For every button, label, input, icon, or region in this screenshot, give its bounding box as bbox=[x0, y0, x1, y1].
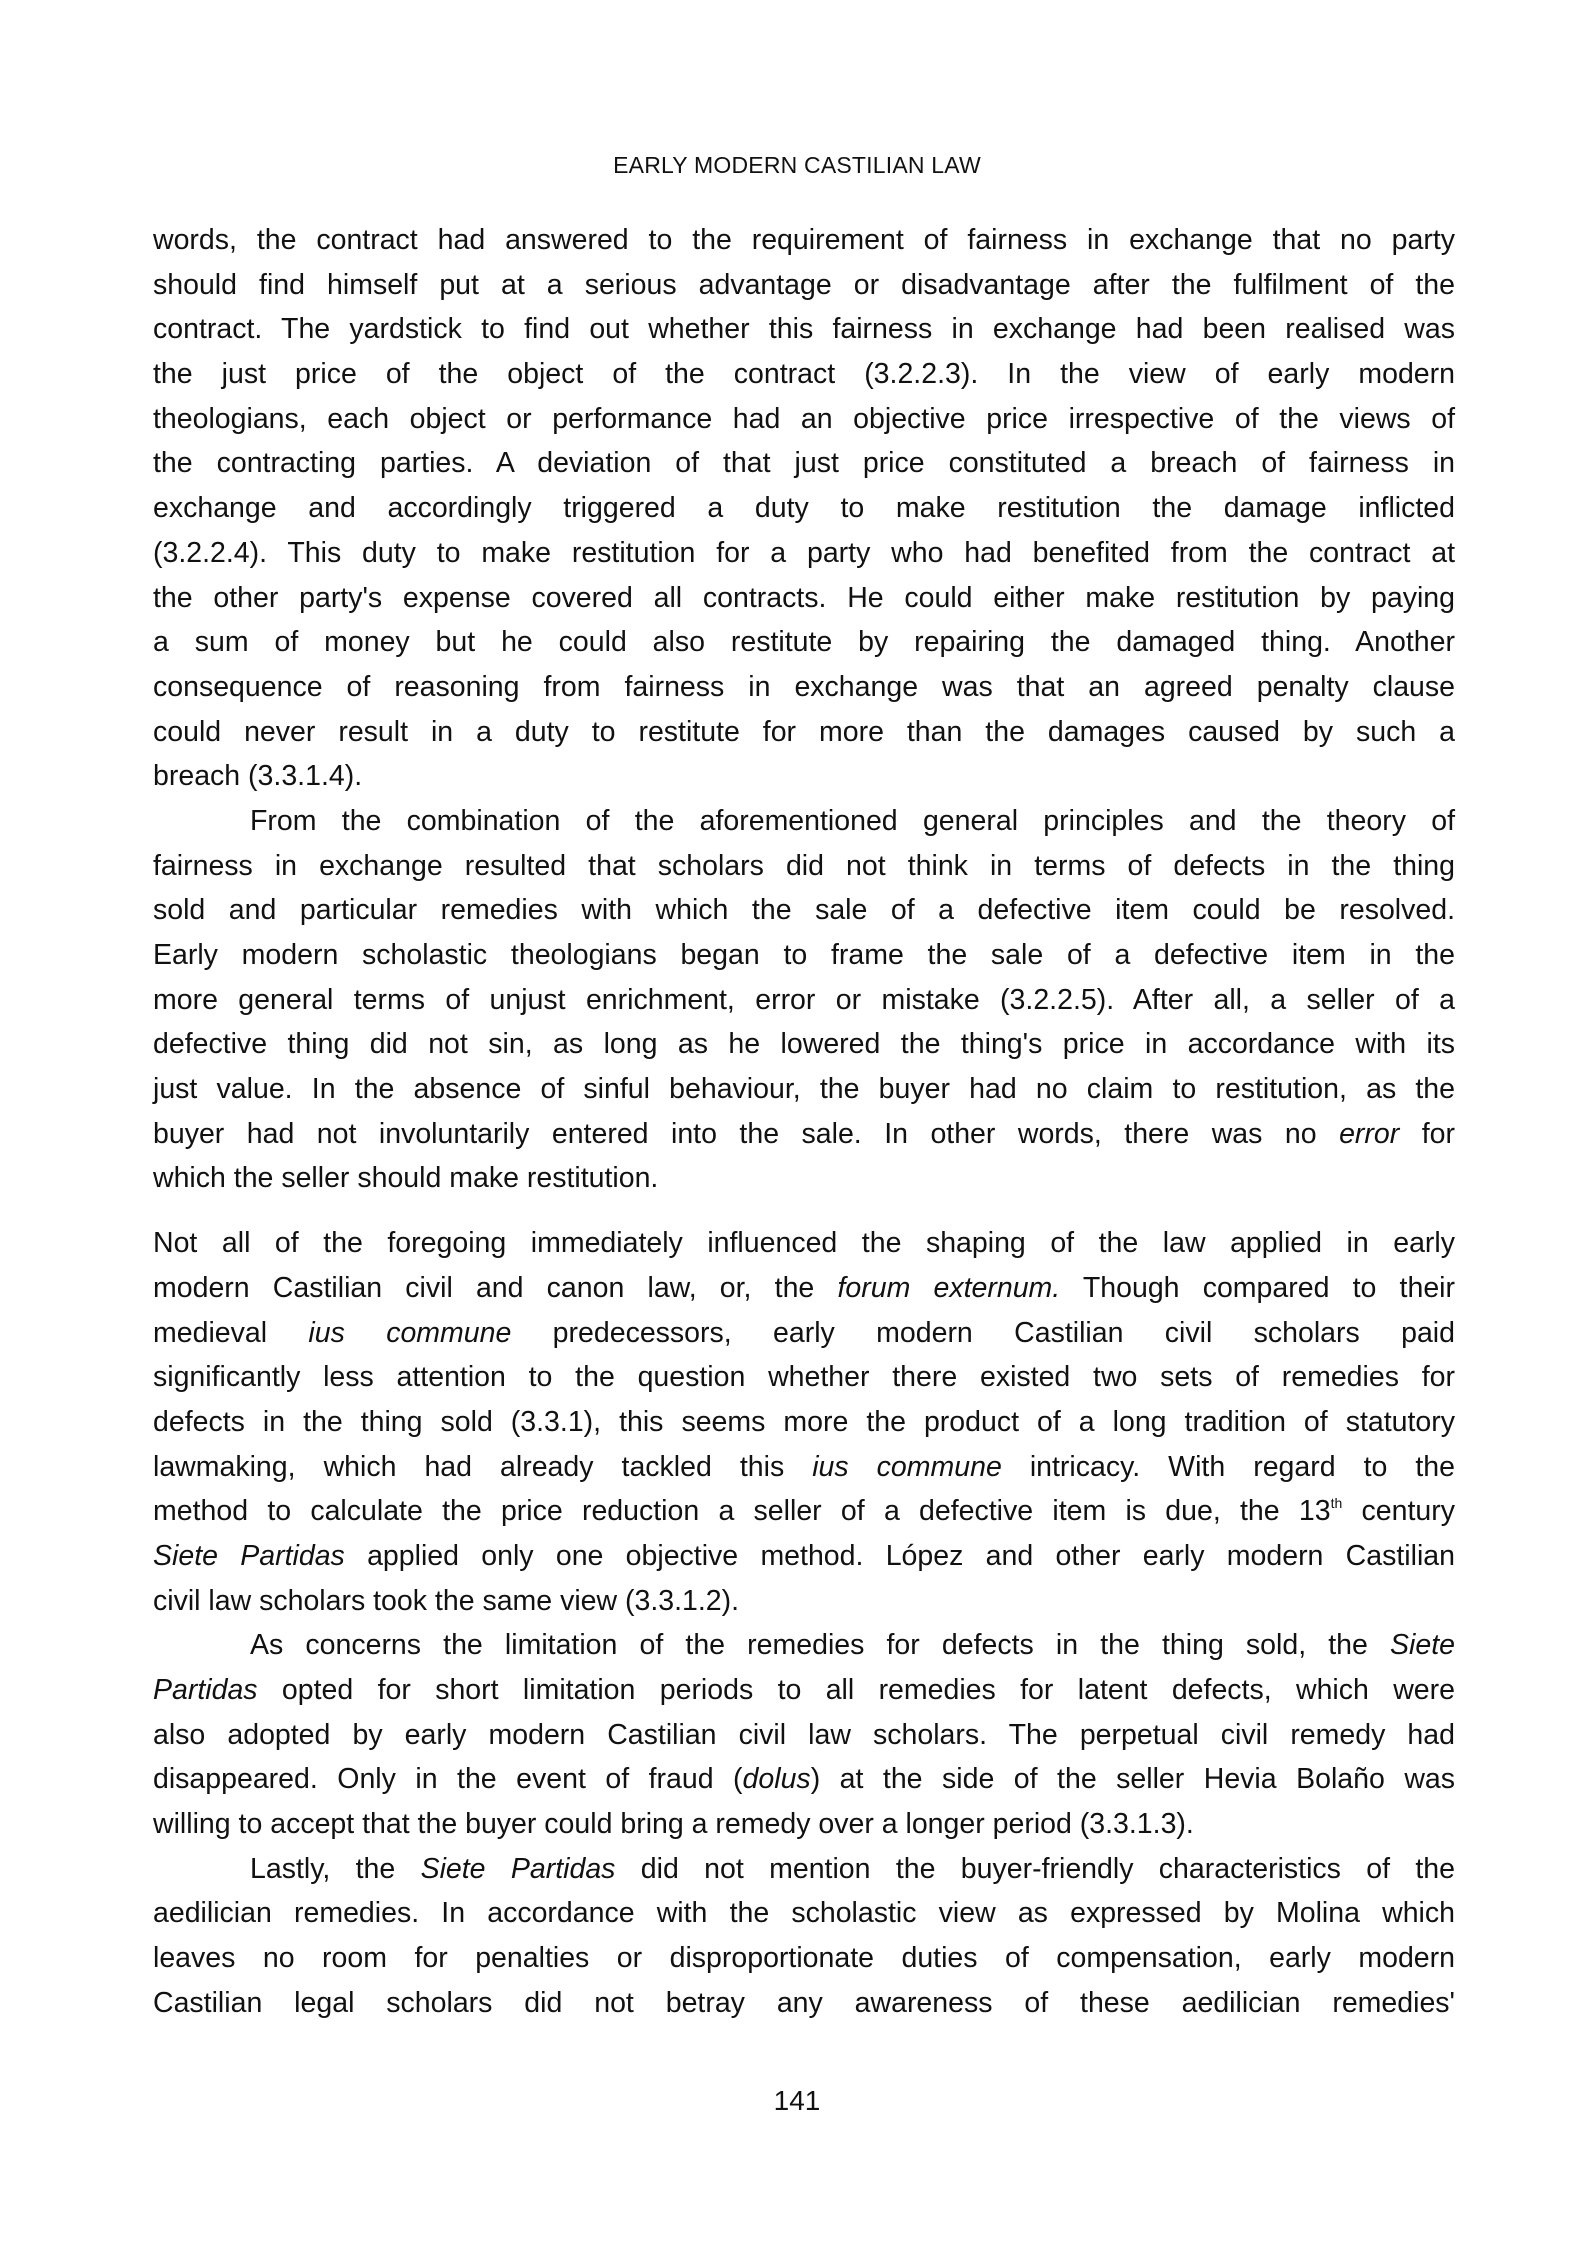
superscript: th bbox=[1330, 1495, 1343, 1512]
running-header: EARLY MODERN CASTILIAN LAW bbox=[613, 152, 981, 178]
text-line bbox=[153, 665, 1455, 710]
text-line bbox=[153, 1623, 1455, 1668]
text-span: buyer had not involuntarily entered into the sale. In other words, there was no bbox=[153, 1117, 1340, 1150]
text-line bbox=[153, 441, 1455, 486]
text-span: words, the contract had answered to the requirement of fairness in exchange that no party bbox=[153, 224, 1455, 256]
text-line bbox=[153, 1936, 1455, 1981]
text-span: the just price of the object of the contract (3.2.2.3). In the view of early modern bbox=[153, 358, 1455, 391]
text-span: Lastly, the bbox=[250, 1852, 421, 1885]
text-span: intricacy. With regard to the bbox=[1001, 1450, 1456, 1483]
text-span: medieval bbox=[153, 1316, 309, 1349]
paragraph bbox=[153, 799, 1455, 1201]
paragraph bbox=[153, 1623, 1455, 1846]
text-span: predecessors, early modern Castilian civil scholars paid bbox=[511, 1316, 1455, 1349]
text-line bbox=[153, 1266, 1455, 1311]
text-span: contract. The yardstick to find out whether this fairness in exchange had been realised was bbox=[153, 313, 1455, 346]
text-span: method to calculate the price reduction a seller of a defective item is due, the 13 bbox=[153, 1495, 1331, 1528]
italic-text: Siete Partidas bbox=[153, 1539, 345, 1572]
text-span: a sum of money but he could also restitute by repairing the damaged thing. Another bbox=[153, 626, 1455, 659]
text-line bbox=[153, 263, 1455, 308]
text-span: consequence of reasoning from fairness in exchange was that an agreed penalty clause bbox=[153, 670, 1455, 703]
text-span: applied only one objective method. López and other early modern Castilian bbox=[344, 1539, 1455, 1572]
text-line bbox=[153, 486, 1455, 531]
text-span: also adopted by early modern Castilian civil law scholars. The perpetual civil remedy had bbox=[153, 1718, 1455, 1751]
text-span: (3.2.2.4). This duty to make restitution for a party who had benefited from the contract at bbox=[153, 536, 1455, 569]
italic-text: dolus bbox=[742, 1763, 811, 1796]
text-span: lawmaking, which had already tackled this bbox=[153, 1450, 813, 1483]
text-line bbox=[153, 844, 1455, 889]
text-span: the other party's expense covered all contracts. He could either make restitution by paying bbox=[153, 581, 1455, 614]
text-line bbox=[153, 1534, 1455, 1579]
text-line bbox=[153, 1757, 1455, 1802]
text-span: civil law scholars took the same view (3.3.1.2). bbox=[153, 1584, 740, 1617]
text-span: more general terms of unjust enrichment, error or mistake (3.2.2.5). After all, a seller of a bbox=[153, 983, 1455, 1016]
text-line bbox=[153, 1489, 1455, 1534]
text-line bbox=[153, 1400, 1455, 1445]
paragraph bbox=[153, 1221, 1455, 1623]
text-span: Though compared to their bbox=[1060, 1271, 1455, 1304]
text-line bbox=[153, 1891, 1455, 1936]
text-line bbox=[153, 531, 1455, 576]
text-line bbox=[153, 1022, 1455, 1067]
text-line bbox=[153, 397, 1455, 442]
page-number: 141 bbox=[773, 2085, 821, 2116]
italic-text: ius commune bbox=[308, 1316, 512, 1349]
text-line bbox=[153, 978, 1455, 1023]
text-span: sold and particular remedies with which the sale of a defective item could be resolved. bbox=[153, 894, 1455, 927]
text-span: which the seller should make restitution. bbox=[153, 1162, 659, 1195]
text-line bbox=[153, 933, 1455, 978]
text-line bbox=[153, 1668, 1455, 1713]
text-span: could never result in a duty to restitute for more than the damages caused by such a bbox=[153, 715, 1455, 748]
text-line bbox=[153, 1445, 1455, 1490]
text-line bbox=[153, 1067, 1455, 1112]
italic-text: Siete Partidas bbox=[420, 1852, 616, 1885]
italic-text: forum externum. bbox=[837, 1271, 1061, 1304]
paragraph bbox=[153, 218, 1455, 799]
text-line bbox=[153, 307, 1455, 352]
text-span: defective thing did not sin, as long as he lowered the thing's price in accordance with its bbox=[153, 1028, 1455, 1061]
text-line bbox=[153, 1311, 1455, 1356]
text-line bbox=[153, 620, 1455, 665]
text-span: defects in the thing sold (3.3.1), this seems more the product of a long tradition of statutory bbox=[153, 1405, 1455, 1438]
text-line bbox=[153, 1355, 1455, 1400]
text-span: century bbox=[1342, 1495, 1455, 1528]
text-line bbox=[153, 754, 1455, 799]
italic-text: Siete bbox=[1390, 1629, 1455, 1662]
text-span: fairness in exchange resulted that scholars did not think in terms of defects in the thing bbox=[153, 849, 1455, 882]
text-span: opted for short limitation periods to all remedies for latent defects, which were bbox=[257, 1674, 1455, 1706]
text-span: exchange and accordingly triggered a duty to make restitution the damage inflicted bbox=[153, 492, 1455, 525]
body-text bbox=[153, 218, 1455, 2026]
text-line bbox=[153, 576, 1455, 621]
text-span: significantly less attention to the question whether there existed two sets of remedies for bbox=[153, 1361, 1455, 1394]
text-span: As concerns the limitation of the remedies for defects in the thing sold, the bbox=[250, 1629, 1391, 1662]
text-line bbox=[153, 1579, 1455, 1624]
text-line bbox=[153, 1156, 1455, 1201]
text-span: should find himself put at a serious advantage or disadvantage after the fulfilment of the bbox=[153, 268, 1455, 301]
text-line bbox=[153, 1112, 1455, 1157]
text-span: willing to accept that the buyer could bring a remedy over a longer period (3.3.1.3). bbox=[153, 1808, 1194, 1841]
text-span: aedilician remedies. In accordance with the scholastic view as expressed by Molina which bbox=[153, 1897, 1455, 1930]
text-line bbox=[153, 352, 1455, 397]
text-span: did not mention the buyer-friendly characteristics of the bbox=[615, 1852, 1455, 1885]
text-span: just value. In the absence of sinful behaviour, the buyer had no claim to restitution, as the bbox=[153, 1073, 1455, 1106]
italic-text: Partidas bbox=[153, 1674, 258, 1706]
text-span: the contracting parties. A deviation of that just price constituted a breach of fairness in bbox=[153, 447, 1455, 480]
text-span: ) at the side of the seller Hevia Bolaño was bbox=[810, 1763, 1455, 1796]
text-line bbox=[153, 1802, 1455, 1847]
italic-text: ius commune bbox=[812, 1450, 1002, 1483]
text-line bbox=[153, 1981, 1455, 2026]
text-line bbox=[153, 799, 1455, 844]
text-span: Castilian legal scholars did not betray any awareness of these aedilician remedies' bbox=[153, 1986, 1455, 2019]
text-span: for bbox=[1399, 1117, 1456, 1150]
text-span: breach (3.3.1.4). bbox=[153, 760, 363, 793]
text-line bbox=[153, 1847, 1455, 1892]
text-span: Not all of the foregoing immediately influenced the shaping of the law applied in early bbox=[153, 1227, 1455, 1260]
text-span: disappeared. Only in the event of fraud ( bbox=[153, 1763, 743, 1796]
italic-text: error bbox=[1339, 1117, 1400, 1150]
text-span: leaves no room for penalties or disproportionate duties of compensation, early modern bbox=[153, 1942, 1455, 1975]
text-span: theologians, each object or performance had an objective price irrespective of the views of bbox=[153, 402, 1455, 435]
text-line bbox=[153, 888, 1455, 933]
text-line bbox=[153, 1221, 1455, 1266]
text-span: From the combination of the aforementioned general principles and the theory of bbox=[250, 804, 1455, 837]
text-span: Early modern scholastic theologians began to frame the sale of a defective item in the bbox=[153, 939, 1455, 971]
text-line bbox=[153, 1713, 1455, 1758]
paragraph bbox=[153, 1847, 1455, 2026]
text-line bbox=[153, 710, 1455, 755]
text-line bbox=[153, 218, 1455, 263]
text-span: modern Castilian civil and canon law, or, the bbox=[153, 1271, 838, 1304]
